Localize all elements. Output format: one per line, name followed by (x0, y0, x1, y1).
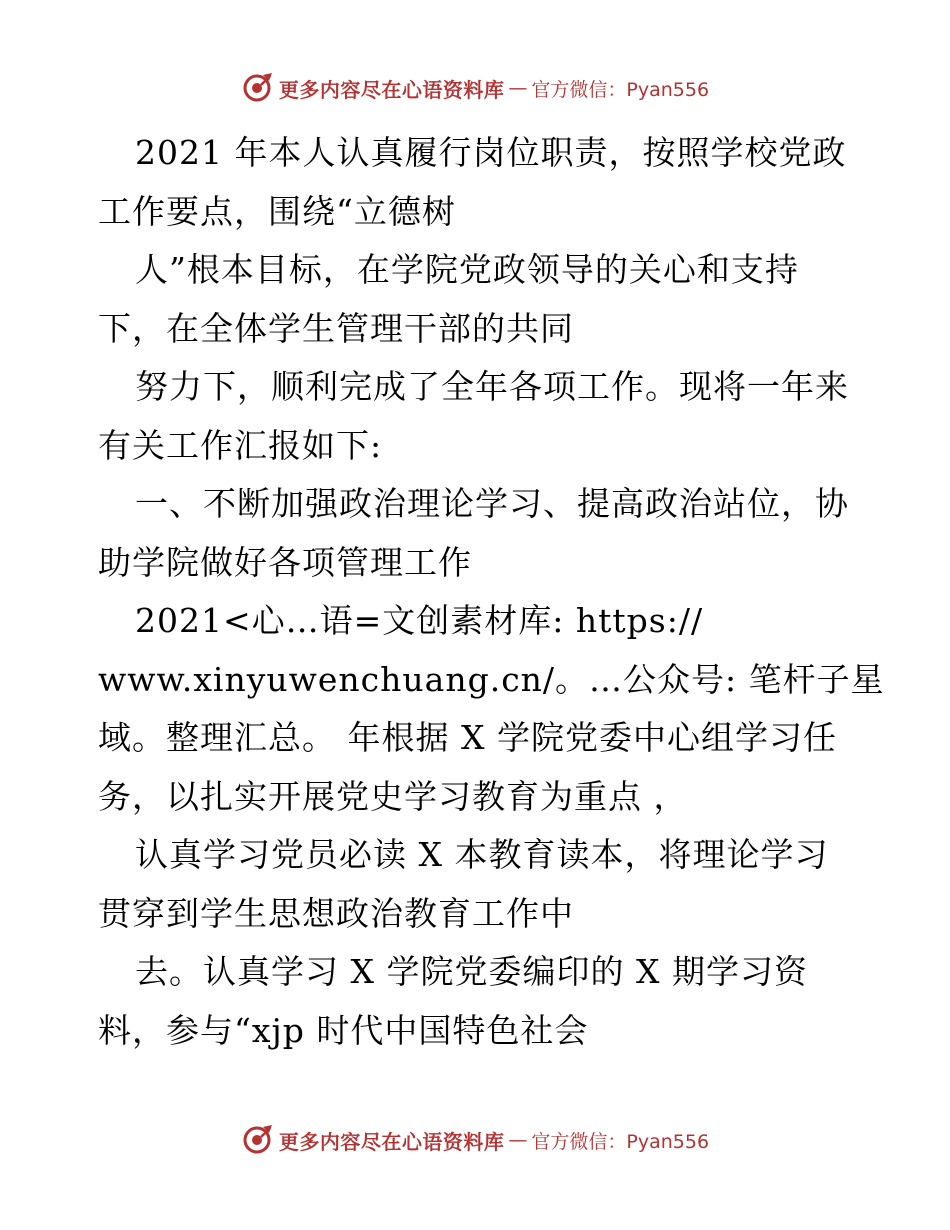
paragraph-line: 务，以扎实开展党史学习教育为重点 ， (98, 776, 688, 816)
paragraph-line: 工作要点，围绕“立德树 (98, 191, 456, 231)
banner-wechat-text: 官方微信：Pyan556 (531, 1130, 710, 1153)
paragraph-line: 域。整理汇总。 年根据 X 学院党委中心组学习任 (98, 718, 837, 757)
paragraph-line: 认真学习党员必读 X 本教育读本，将理论学习 (135, 835, 829, 874)
paragraph-line: 努力下，顺利完成了全年各项工作。现将一年来 (135, 367, 849, 406)
header-banner (0, 68, 950, 108)
paragraph-line: 一、不断加强政治理论学习、提高政治站位，协 (135, 484, 849, 523)
pen-logo-icon (241, 71, 275, 105)
banner-main-text: 更多内容尽在心语资料库 (278, 77, 505, 102)
banner-wechat-text: 官方微信：Pyan556 (531, 78, 710, 101)
banner-dash: — (508, 77, 528, 99)
banner-dash: — (508, 1129, 528, 1151)
paragraph-line: 助学院做好各项管理工作 (98, 542, 472, 582)
paragraph-line: 2021<心…语=文创素材库: https:// (135, 601, 704, 640)
pen-logo-icon (241, 1123, 275, 1157)
paragraph-line: 料，参与“xjp 时代中国特色社会 (98, 1010, 589, 1050)
document-body (98, 124, 885, 1060)
paragraph-line: 贯穿到学生思想政治教育工作中 (98, 893, 574, 933)
paragraph-line: 去。认真学习 X 学院党委编印的 X 期学习资 (135, 952, 808, 991)
paragraph-line: 2021 年本人认真履行岗位职责，按照学校党政 (135, 133, 847, 172)
paragraph-line: 下，在全体学生管理干部的共同 (98, 308, 574, 348)
paragraph-line: 有关工作汇报如下: (98, 425, 383, 465)
banner-main-text: 更多内容尽在心语资料库 (278, 1129, 505, 1154)
footer-banner (0, 1120, 950, 1160)
paragraph-line: 人”根本目标，在学院党政领导的关心和支持 (135, 250, 799, 289)
paragraph-line: www.xinyuwenchuang.cn/。…公众号: 笔杆子星 (98, 659, 885, 699)
